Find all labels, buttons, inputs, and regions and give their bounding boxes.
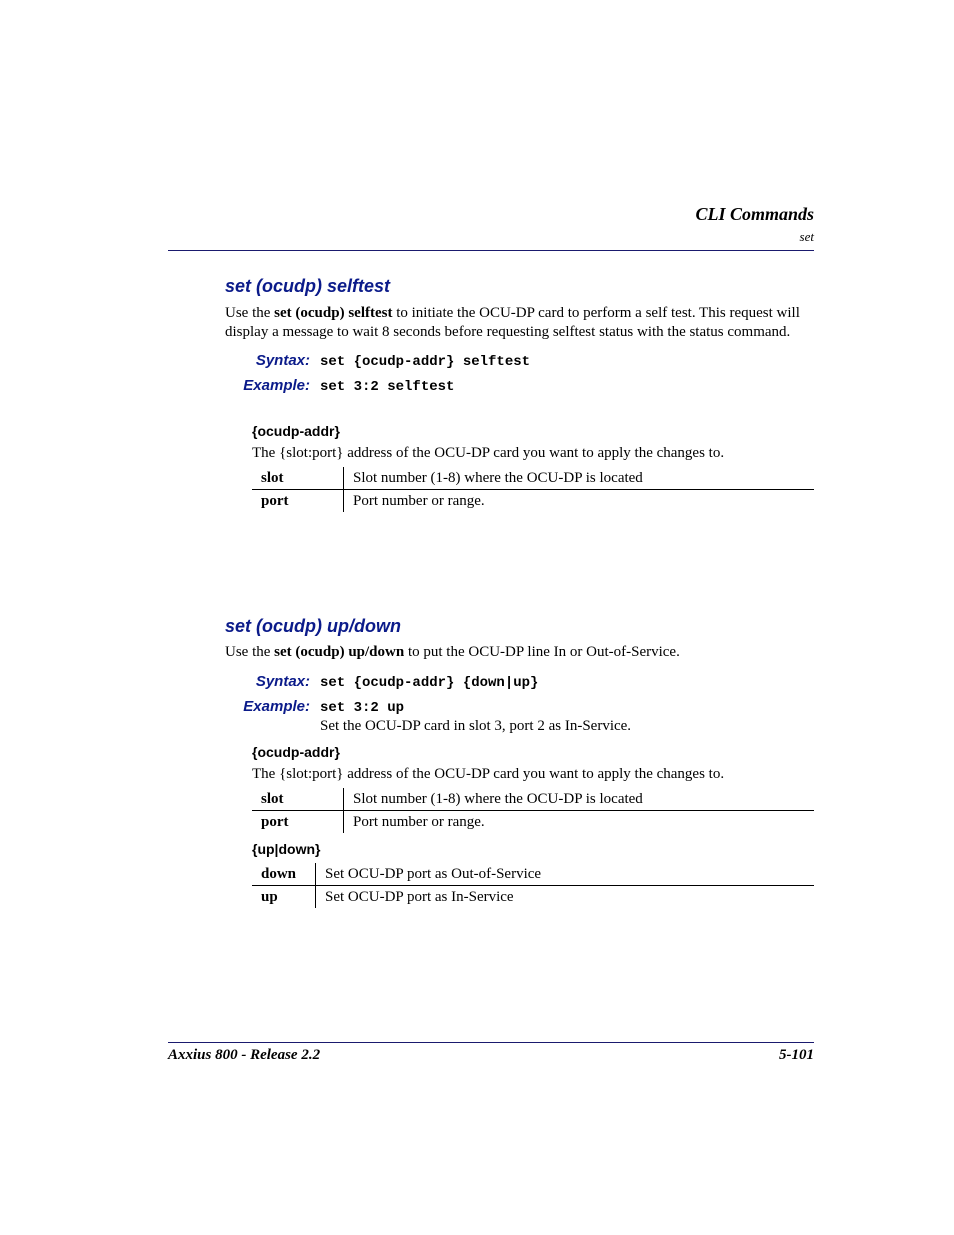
param-description: The {slot:port} address of the OCU-DP card you want to apply the changes to. <box>252 766 725 782</box>
updown-intro: Use the set (ocudp) up/down to put the OCU-DP line In or Out-of-Service. <box>225 644 680 660</box>
param-key: port <box>252 811 344 834</box>
table-row <box>252 788 814 811</box>
syntax-label: Syntax: <box>255 352 310 369</box>
param-value: Port number or range. <box>353 813 485 830</box>
state-table <box>252 863 814 908</box>
param-value: Slot number (1-8) where the OCU-DP is located <box>344 467 815 490</box>
syntax-code: set {ocudp-addr} selftest <box>320 354 531 370</box>
parameter-table <box>252 467 814 512</box>
example-label: Example: <box>243 698 310 715</box>
state-value: Set OCU-DP port as In-Service <box>325 888 514 905</box>
param-description: The {slot:port} address of the OCU-DP card you want to apply the changes to. <box>252 445 725 461</box>
selftest-intro: Use the set (ocudp) selftest to initiate the OCU-DP card to perform a self test. This request will display a message to wait 8 seconds before requesting selftest status with the status command. <box>225 305 800 340</box>
section-title-updown: set (ocudp) up/down <box>225 616 401 636</box>
state-key: up <box>252 886 316 909</box>
table-row <box>252 863 814 886</box>
table-row <box>252 886 814 909</box>
footer-product: Axxius 800 - Release 2.2 <box>168 1047 321 1063</box>
param-value: Port number or range. <box>353 492 485 509</box>
chapter-title: CLI Commands <box>695 204 814 224</box>
param-value: Slot number (1-8) where the OCU-DP is located <box>344 788 815 811</box>
param-key: slot <box>252 467 344 490</box>
example-description: Set the OCU-DP card in slot 3, port 2 as In-Service. <box>320 718 632 734</box>
example-code: set 3:2 up <box>320 700 405 716</box>
table-row <box>252 811 814 834</box>
syntax-code: set {ocudp-addr} {down|up} <box>320 675 539 691</box>
header-rule <box>168 250 814 251</box>
table-row <box>252 490 814 513</box>
param-key: slot <box>252 788 344 811</box>
footer-rule <box>168 1042 814 1043</box>
syntax-label: Syntax: <box>255 673 310 690</box>
param-key: port <box>252 490 344 513</box>
page-number: 5-101 <box>779 1047 814 1063</box>
state-value: Set OCU-DP port as Out-of-Service <box>316 863 815 886</box>
table-row <box>252 467 814 490</box>
example-code: set 3:2 selftest <box>320 379 455 395</box>
example-label: Example: <box>243 377 310 394</box>
parameter-table <box>252 788 814 833</box>
param-title-updown: {up|down} <box>252 841 321 857</box>
section-title-selftest: set (ocudp) selftest <box>225 276 391 296</box>
param-title-ocudp-addr: {ocudp-addr} <box>252 423 340 439</box>
state-key: down <box>252 863 316 886</box>
param-title-ocudp-addr: {ocudp-addr} <box>252 744 340 760</box>
section-subtitle: set <box>799 229 814 244</box>
